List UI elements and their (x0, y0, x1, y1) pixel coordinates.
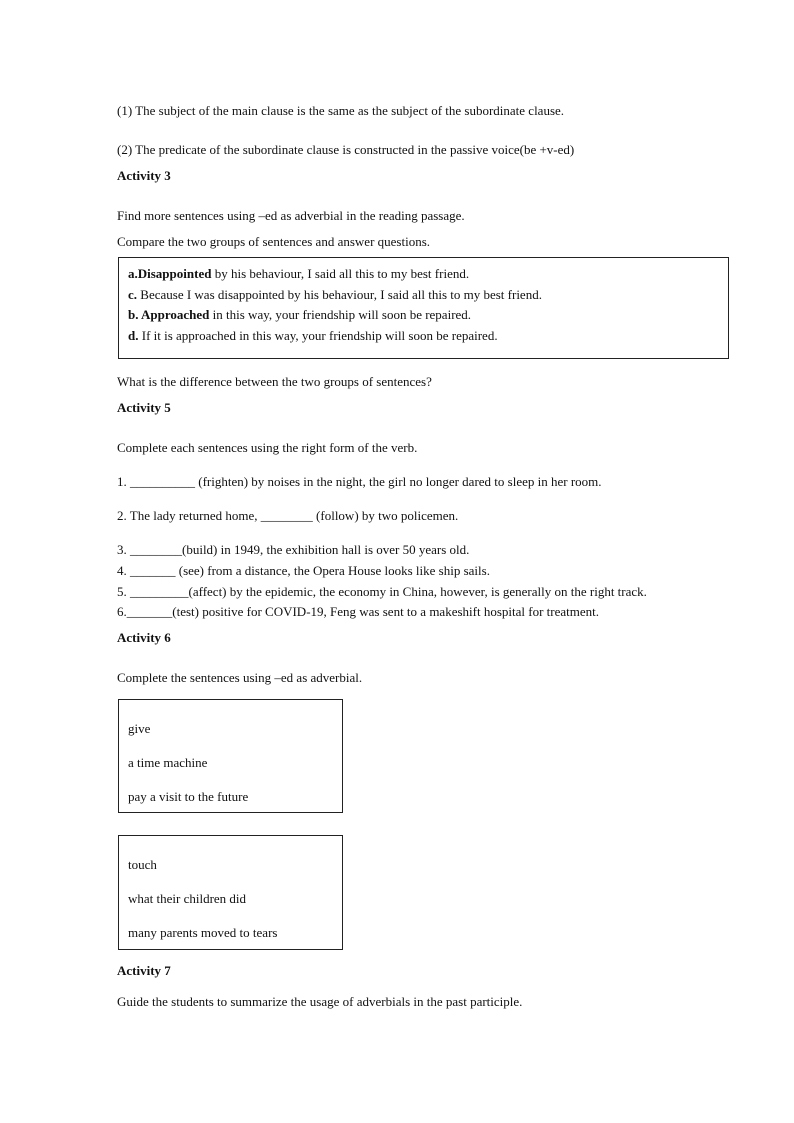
activity-3-task-2: Compare the two groups of sentences and answer questions. (117, 234, 431, 249)
activity-5-heading: Activity 5 (117, 400, 171, 415)
exercise-item-6: 6._______(test) positive for COVID-19, Feng was sent to a makeshift hospital for treatment. (117, 604, 599, 619)
exercise-item-4: 4. _______ (see) from a distance, the Opera House looks like ship sails. (117, 563, 490, 578)
activity-5-instruction: Complete each sentences using the right form of the verb. (117, 440, 418, 455)
exercise-item-2: 2. The lady returned home, ________ (follow) by two policemen. (117, 508, 459, 523)
prompt-word: what their children did (128, 891, 247, 906)
prompt-word: pay a visit to the future (128, 789, 249, 804)
prompt-word: many parents moved to tears (128, 925, 278, 940)
prompt-word: give (128, 721, 151, 736)
sentence-b: b. Approached in this way, your friendship will soon be repaired. (128, 307, 472, 322)
sentence-d: d. If it is approached in this way, your friendship will soon be repaired. (128, 328, 498, 343)
activity-7-instruction: Guide the students to summarize the usage of adverbials in the past participle. (117, 994, 523, 1009)
rule-1: (1) The subject of the main clause is the same as the subject of the subordinate clause. (117, 103, 565, 118)
rule-2: (2) The predicate of the subordinate clause is constructed in the passive voice(be +v-ed) (117, 142, 575, 157)
comparison-sentences-box (118, 257, 729, 359)
prompt-box-2 (118, 835, 343, 950)
activity-3-task-1: Find more sentences using –ed as adverbial in the reading passage. (117, 208, 465, 223)
exercise-item-1: 1. __________ (frighten) by noises in the night, the girl no longer dared to sleep in her room. (117, 474, 602, 489)
sentence-a: a.Disappointed by his behaviour, I said all this to my best friend. (128, 266, 470, 281)
activity-6-heading: Activity 6 (117, 630, 171, 645)
sentence-c: c. Because I was disappointed by his behaviour, I said all this to my best friend. (128, 287, 542, 302)
exercise-item-5: 5. _________(affect) by the epidemic, the economy in China, however, is generally on the right track. (117, 584, 647, 599)
activity-7-heading: Activity 7 (117, 963, 171, 978)
activity-6-instruction: Complete the sentences using –ed as adverbial. (117, 670, 363, 685)
activity-3-question: What is the difference between the two groups of sentences? (117, 374, 432, 389)
activity-3-heading: Activity 3 (117, 168, 171, 183)
prompt-word: a time machine (128, 755, 208, 770)
prompt-box-1 (118, 699, 343, 813)
prompt-word: touch (128, 857, 157, 872)
exercise-item-3: 3. ________(build) in 1949, the exhibition hall is over 50 years old. (117, 542, 470, 557)
